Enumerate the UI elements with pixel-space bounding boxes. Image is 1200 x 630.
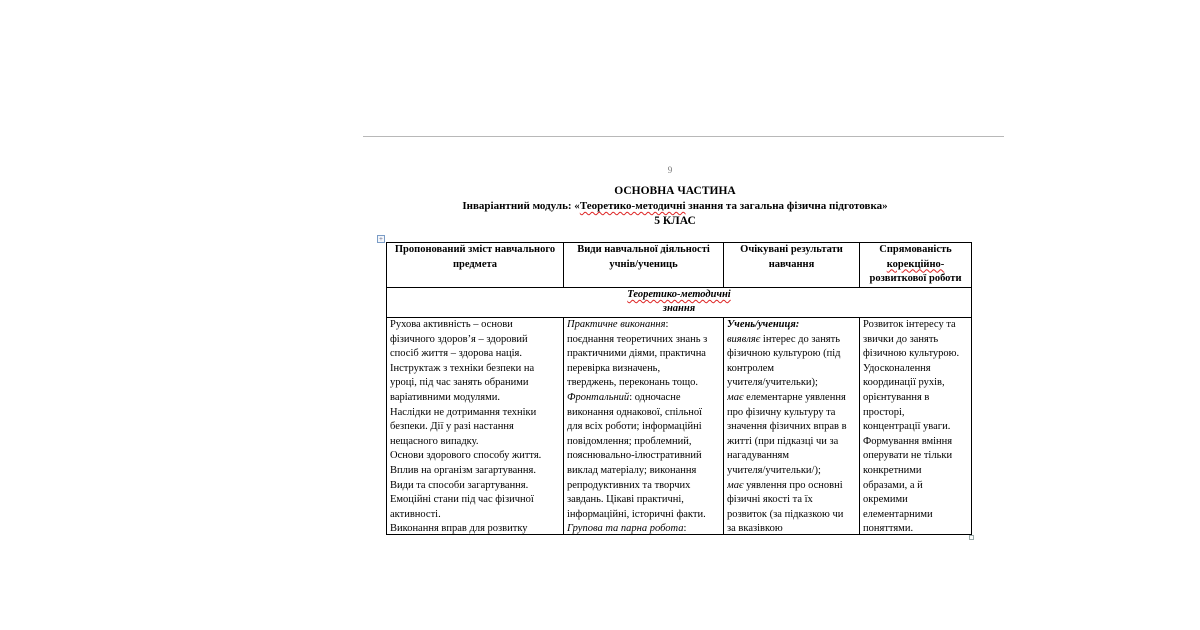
cell-line — [727, 391, 856, 406]
cell-line: фізичною культурою. — [863, 348, 960, 360]
cell-line: фізичні якості та їх — [727, 494, 813, 506]
group-label: Групова та парна робота — [567, 523, 684, 534]
header-results — [724, 243, 860, 288]
cell-line: Вплив на організм загартування. — [390, 464, 537, 476]
cell-line: окремими — [863, 494, 908, 506]
shows-rest: інтерес до занять — [760, 333, 841, 345]
header-line: учнів/учениць — [609, 258, 678, 270]
header-line: Спрямованість — [879, 244, 952, 255]
cell-line: виклад матеріалу; виконання — [567, 464, 697, 476]
frontal-rest: : одночасне — [629, 391, 681, 403]
cell-line: координації рухів, — [863, 377, 945, 389]
page-number: 9 — [667, 165, 673, 175]
cell-content — [387, 317, 564, 534]
header-content — [387, 243, 564, 288]
cell-line: значення фізичних вправ в — [727, 421, 847, 433]
table-row — [387, 317, 972, 534]
cell-line: для всіх роботи; інформаційні — [567, 421, 702, 433]
cell-line: Практичне виконання: — [567, 318, 669, 330]
table-move-handle-icon[interactable]: + — [377, 235, 385, 243]
cell-line — [727, 333, 856, 348]
cell-line: елементарними — [863, 508, 933, 520]
header-line: Види навчальної діяльності — [577, 244, 710, 255]
table-section-row — [387, 287, 972, 317]
cell-line: конкретними — [863, 464, 922, 476]
cell-line: нещасного випадку. — [390, 435, 479, 447]
cell-line: пояснювально-ілюстративний — [567, 450, 702, 462]
cell-line: Наслідки не дотримання техніки — [390, 406, 537, 418]
cell-line: спосіб життя – здорова нація. — [390, 348, 523, 360]
cell-correction — [860, 317, 972, 534]
pupil-label: Учень/учениця: — [727, 318, 800, 330]
page-top-border — [363, 136, 1004, 137]
practical-label: Практичне виконання — [567, 318, 666, 330]
table-header-row — [387, 243, 972, 288]
cell-line: розвиток (за підказкою чи — [727, 508, 844, 520]
has-rest: елементарне уявлення — [743, 391, 846, 403]
has2-rest: уявлення про основні — [743, 479, 843, 491]
header-line: Пропонований зміст навчального — [394, 244, 556, 255]
cell-line: інформаційні, історичні факти. — [567, 508, 706, 520]
cell-line: поняттями. — [863, 523, 914, 534]
frontal-label: Фронтальний — [567, 391, 630, 403]
section-title: ОСНОВНА ЧАСТИНА — [614, 185, 736, 197]
cell-line: Основи здорового способу життя. — [390, 450, 542, 462]
header-line: корекційно- — [886, 258, 945, 270]
cell-line: завдань. Цікаві практичні, — [567, 494, 684, 506]
cell-line: Виконання вправ для розвитку — [390, 523, 528, 534]
cell-line: орієнтування в — [863, 391, 930, 403]
cell-line: фізичною культурою (під — [727, 348, 841, 360]
cell-line: оперувати не тільки — [863, 450, 953, 462]
cell-line: Формування вміння — [863, 435, 953, 447]
header-line: Очікувані результати — [740, 244, 843, 255]
cell-line: нагадуванням — [727, 450, 790, 462]
has-label-2: має — [727, 479, 744, 491]
cell-line: варіативними модулями. — [390, 391, 501, 403]
cell-line: фізичного здоров’я – здоровий — [390, 333, 528, 345]
cell-line: тверджень, переконань тощо. — [567, 377, 699, 389]
header-correction — [860, 243, 972, 288]
cell-line: Групова та парна робота: — [567, 523, 687, 534]
cell-line: просторі, — [863, 406, 905, 418]
header-activities — [564, 243, 724, 288]
cell-line: виконання однакової, спільної — [567, 406, 703, 418]
header-line: розвиткової роботи — [869, 273, 962, 285]
cell-line: звички до занять — [863, 333, 939, 345]
cell-line: Інструктаж з техніки безпеки на — [390, 362, 535, 374]
module-suffix: знання та загальна фізична підготовка» — [685, 200, 888, 212]
module-name: Теоретико-методичні — [579, 200, 686, 212]
cell-line: образами, а й — [863, 479, 923, 491]
cell-line: учителя/учительки); — [727, 377, 818, 389]
module-prefix: Інваріантний модуль: « — [462, 200, 580, 212]
cell-line: про фізичну культуру та — [727, 406, 836, 418]
cell-line: безпеки. Дії у разі настання — [390, 421, 514, 433]
cell-line: Розвиток інтересу та — [863, 318, 956, 330]
cell-line: контролем — [727, 362, 775, 374]
cell-line — [567, 391, 720, 406]
header-line: предмета — [452, 258, 498, 270]
cell-line: активності. — [390, 508, 441, 520]
section-line: знання — [662, 303, 696, 315]
cell-line: перевірка визначень, — [567, 362, 661, 374]
module-title — [380, 199, 970, 213]
cell-line: Удосконалення — [863, 362, 931, 374]
cell-line: поєднання теоретичних знань з — [567, 333, 708, 345]
curriculum-table — [386, 242, 972, 535]
class-title: 5 КЛАС — [654, 215, 696, 227]
header-line: навчання — [768, 258, 815, 270]
shows-label: виявляє — [727, 333, 761, 345]
cell-line: Рухова активність – основи — [390, 318, 513, 330]
cell-results — [724, 317, 860, 534]
table-resize-handle-icon[interactable] — [969, 535, 974, 540]
cell-line: Види та способи загартування. — [390, 479, 529, 491]
cell-line: уроці, під час занять обраними — [390, 377, 529, 389]
section-line: Теоретико-методичні — [627, 288, 731, 300]
cell-line: Емоційні стани під час фізичної — [390, 494, 534, 506]
cell-line: репродуктивних та творчих — [567, 479, 691, 491]
has-label: має — [727, 391, 744, 403]
cell-line: житті (при підказці чи за — [727, 435, 839, 447]
cell-line — [727, 479, 856, 494]
cell-activities — [564, 317, 724, 534]
cell-line: учителя/учительки/); — [727, 464, 821, 476]
cell-line: практичними діями, практична — [567, 348, 706, 360]
cell-line: концентрації уваги. — [863, 421, 951, 433]
section-label — [387, 287, 972, 317]
cell-line: повідомлення; проблемний, — [567, 435, 692, 447]
cell-line: за вказівкою — [727, 523, 783, 534]
